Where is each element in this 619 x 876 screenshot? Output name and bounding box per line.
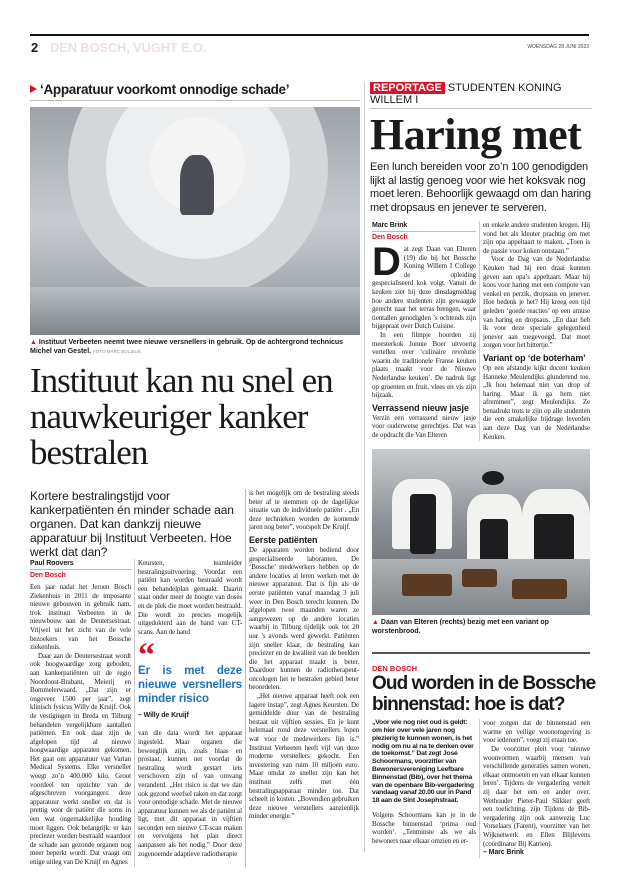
paragraph: Voor de Dag van de Nederlandse Keuken had hij een draai kunnen geven aan opa’s appeltaart. Maar hij koos voor haring met een compote van venkel en perzik, dropsaus en jenever. Hoe bedenk je het? Hij kreeg een tijd geleden ‘goede reacties’ op een amuse van haring en dropsaus. „En daar heb ik voor deze speciale gelegenheid jenever aan toegevoegd. Dat moet zorgen voor het bittertje.”	[483, 255, 590, 350]
section-rule	[372, 652, 590, 654]
paragraph: Verzin een verrassend nieuw jasje voor ouderwetse gerechtjes. Dat was de opdracht die Van Elteren	[372, 413, 476, 439]
article2-lede: Een lunch bereiden voor zo’n 100 genodigden lijkt al lastig genoeg voor wie het koksvak nog moet leren. Behoorlijk gewaagd om dan haring met dropsaus en jenever te serveren.	[370, 161, 591, 214]
article1-col1	[30, 559, 134, 867]
dateline-place: Den Bosch	[30, 572, 66, 579]
article1-headline: Instituut kan nu snel en nauwkeuriger kanker bestralen	[30, 361, 333, 472]
paragraph: is het mogelijk om de bestraling steeds beter af te stemmen op de dagelijkse situatie van de individuele patiënt . „En deze technieken worden de komende jaren nog beter”, voorspelt De Kruijf.	[249, 489, 359, 532]
paragraph: en enkele andere studenten kregen. Hij vond het als kleuter prachtig om met zijn opa appeltaart te maken. „Toen is de passie voor koken ontstaan.”	[483, 221, 590, 255]
article1-col3	[245, 489, 359, 867]
article2-headline: Haring met	[370, 110, 582, 159]
paragraph: De voorzitter pleit voor ‘nieuwe woonvormen waarbij mensen van verschillende generaties samen wonen, elkaar ontmoeten en van elkaar kunnen leren’. Tijdens de vergadering vertelt zij daar het een en ander over. Wethouder Pieter-Paul Slikker geeft een toelichting. zijn Tijdens de Bib-vergadering zijn ook aanwezig Luc Vorselaars (Farent), voorzitter van het Wijknetwerk en Ellen Blijlevens (coördinator Bij Katrien).	[483, 745, 590, 848]
article2-caption	[372, 618, 592, 636]
photo-credit: FOTO MARC BOLSIUS	[93, 349, 141, 354]
paragraph: Volgens Schoormans kan je in de Bossche binnenstad ‘prima oud worden’. „Tenminste als we als bewoners naar elkaar omzien en er-	[372, 811, 476, 845]
reportage-badge: REPORTAGE	[370, 82, 445, 94]
caption-triangle-icon: ▲	[372, 619, 379, 627]
paragraph: van die data wordt het apparaat ingesteld. Maar organen die beweeglijk zijn, zoals blaas en prostaat, kunnen net voordat de bestraling wordt gestart iets verschoven zijn of van omvang veranderd. „Het risico is dat we dan ook gezond weefsel raken en dat zorgt voor onnodige schade. Met de nieuwe apparatuur kunnen we als de patiënt al ligt, met dit apparaat in vijftien seconden een nieuwe CT-scan maken en vervolgens het plan direct aanpassen als het nodig.” Door deze zogenoemde adaptieve radiotherapie	[138, 729, 242, 858]
caption-text: Daan van Elteren (rechts) bezig met een variant op worstenbrood.	[372, 619, 549, 636]
section-title: DEN BOSCH, VUGHT E.O.	[50, 40, 207, 55]
author: Paul Roovers	[30, 559, 131, 570]
article1-caption	[30, 338, 360, 356]
intro-paragraph: „Voor wie nog niet oud is geldt: om hier over vele jaren nog plezierig te kunnen wonen, is het nodig om nu al na te denken over de toekomst.” Dat zegt José Schoormans, voorzitter van Bewonersvereniging Leefbare Binnenstad (Bib), over het thema van de openbare Bib-vergadering vandaag vanaf 20.00 uur in Pand 18 aan de Sint Josephstraat.	[372, 719, 474, 805]
top-rule	[30, 34, 589, 36]
article2-col2	[479, 221, 590, 441]
subheading: Eerste patiënten	[249, 534, 318, 545]
triangle-icon	[30, 85, 37, 93]
paragraph: voor zorgen dat de binnenstad een warme en veilige woonomgeving is voor iedereen”, voegt zij eraan toe.	[483, 719, 590, 745]
article3-col2	[479, 719, 590, 858]
signoff: – Marc Brink	[483, 849, 524, 857]
kicker-text: ‘Apparatuur voorkomt onnodige schade’	[40, 82, 290, 97]
pull-quote-author: – Willy de Kruijf	[138, 712, 189, 720]
subheading: Variant op ‘de boterham’	[483, 352, 586, 363]
article1-col2	[134, 559, 242, 867]
article1	[30, 82, 360, 867]
article3-headline: Oud worden in de Bossche binnenstad: hoe is dat?	[372, 673, 596, 716]
paragraph: Keursten, teamleider bestralingsuitvoering. Voordat een patiënt kan worden bestraald wordt een behandelplan gemaakt. Daarin staat onder meer de hoogte van doses en de plek die moet worden bestraald. Die wordt zo precies mogelijk uitgedokterd aan de hand van CT-scans. Aan de hand	[138, 559, 242, 636]
pull-quote: Er is met deze nieuwe versnellers minder risico	[138, 665, 242, 706]
paragraph: Een jaar nadat het Jeroen Bosch Ziekenhuis in 2011 de imposante nieuwe gebouwen in gebruik nam, trok instituut Verbeeten in de nieuwbouw aan de Deutersestraat. Vrijwel uit het zicht van de vele bezoekers van het Bossche ziekenhuis.	[30, 583, 131, 652]
drop-cap: D	[372, 240, 401, 284]
article2-col1	[372, 221, 479, 441]
subheading: Verrassend nieuw jasje	[372, 402, 469, 413]
article1-kicker	[30, 82, 360, 101]
dateline-place: Den Bosch	[372, 234, 408, 241]
author: Marc Brink	[372, 221, 476, 232]
paragraph: In een filmpje hoorden zij meesterkok Jonnie Boer uitvoerig vertellen over ‘culinaire revolutie waarin de traditionele Franse keuken plaats maakt voor de Nieuwe Nederlandse keuken’. De nadruk ligt op groenten en fruit, vlees en vis zijn bijzaak.	[372, 330, 476, 400]
paragraph: Op een afstandje kijkt docent keuken Hanneke Meulendijks glunderend toe. „Ik hou helemaal niet van drop of haring. Maar ik ga hem niet afremmen”, zegt Meulendijks. Ze benadrukt trots te zijn op alle studenten die een smakelijke bijdrage leverden aan deze Dag van de Nederlandse Keuken.	[483, 363, 590, 441]
column-divider	[364, 82, 365, 852]
caption-text: Instituut Verbeeten neemt twee nieuwe versnellers in gebruik. Op de achtergrond technicus Michel van Gestel.	[30, 339, 344, 355]
article1-lede: Kortere bestralingstijd voor kankerpatiënten én minder schade aan organen. Dat kan dankzij nieuwe apparatuur bij Instituut Verbeeten. Hoe werkt dat dan?	[30, 489, 234, 559]
paragraph: „Het nieuwe apparaat heeft ook een lagere instap”, zegt Agnes Keursten. De gemiddelde duur van de bestraling bestaat uit vijftien sessies. En je kunt helemaal rond deze versnellers lopen wat voor de medewerkers fijn is.” Instituut Verbeeten heeft vijf van deze moderne versnellers gekocht. Een investering van ruim 10 miljoen euro. Maar omdat ze sneller zijn kan het instituut zelfs met één bestralingsapparaat minder toe. Dat scheelt in kosten. „Bovendien gebruiken deze nieuwe versnellers aanzienlijk minder energie.”	[249, 692, 359, 821]
quote-mark-icon: “	[138, 637, 155, 675]
article1-photo	[30, 107, 360, 335]
issue-date: WOENSDAG 28 JUNI 2023	[527, 44, 589, 50]
article3-section: DEN BOSCH	[372, 664, 418, 674]
article2-photo	[372, 449, 590, 615]
article3-col1	[372, 719, 479, 858]
caption-triangle-icon: ▲	[30, 339, 37, 346]
paragraph: Daar aan de Deutersestraat wordt ook hoogwaardige zorg geboden, aan kankerpatiënten uit de regio Noordoost-Brabant, Meierij en Bommelerwaard. „Dat zijn er ongeveer 1500 per jaar”, zegt klinisch fysicus Willy de Kruijf. Ook de vestigingen in Breda en Tilburg behandelen vergelijkbare aantallen patiënten. En ook daar zijn de afgelopen tijd al nieuwe hoogwaardige apparaten gekomen. Het gaat om apparatuur van Varian Medical Systems. Elke versneller weegt zo’n 400.000 kilo. Groot voordeel ten opzichte van de afgeschreven voorgangers: deze apparatuur werkt sneller en dat is prettig voor de patiënt die soms in een wat ongemakkelijke houding moet liggen. Ook belangrijk: er kan preciezer worden bestraald waardoor de schade aan gezonde organen nog meer beperkt wordt. Dat vraagt om enige uitleg van De Kruijf en Agnes	[30, 651, 131, 866]
kicker-text: STUDENTEN KONING WILLEM I	[370, 82, 562, 106]
page-number: 2	[31, 40, 39, 55]
article2-kicker	[370, 82, 592, 109]
right-column	[370, 82, 596, 858]
paragraph: De apparaten worden bediend door gespecialiseerde laboranten. De ‘Bossche’ medewerkers hebben op de andere locaties al leren werken met de nieuwe apparatuur. Dat is fijn als de eerste patiënten vanaf maandag 3 juli weer in Den Bosch terecht kunnen. De afgelopen twee maanden waren ze aangewezen op de andere locaties waarbij in Tilburg tijdelijk ook tot 20 uur ’s avonds werd gewerkt. Patiënten zijn sneller klaar, de bestraling kan preciezer en de kwaliteit van de beelden die het apparaat maakt is beter. Daardoor kunnen de radiotherapeut-oncologen het te bestralen gebied beter beoordelen.	[249, 545, 359, 692]
paragraph: at zegt Daan van Elteren (19) die bij het Bossche Koning Willem I College de opleiding gespecialiseerd kok volgt. Vanuit de keuken ziet hij deze dinsdagmiddag hoe andere studenten zijn gewaagde gerecht naar het terras brengen, waar tientallen genodigden ’s ochtends zijn bijgepraat over Dutch Cuisine.	[372, 245, 476, 331]
